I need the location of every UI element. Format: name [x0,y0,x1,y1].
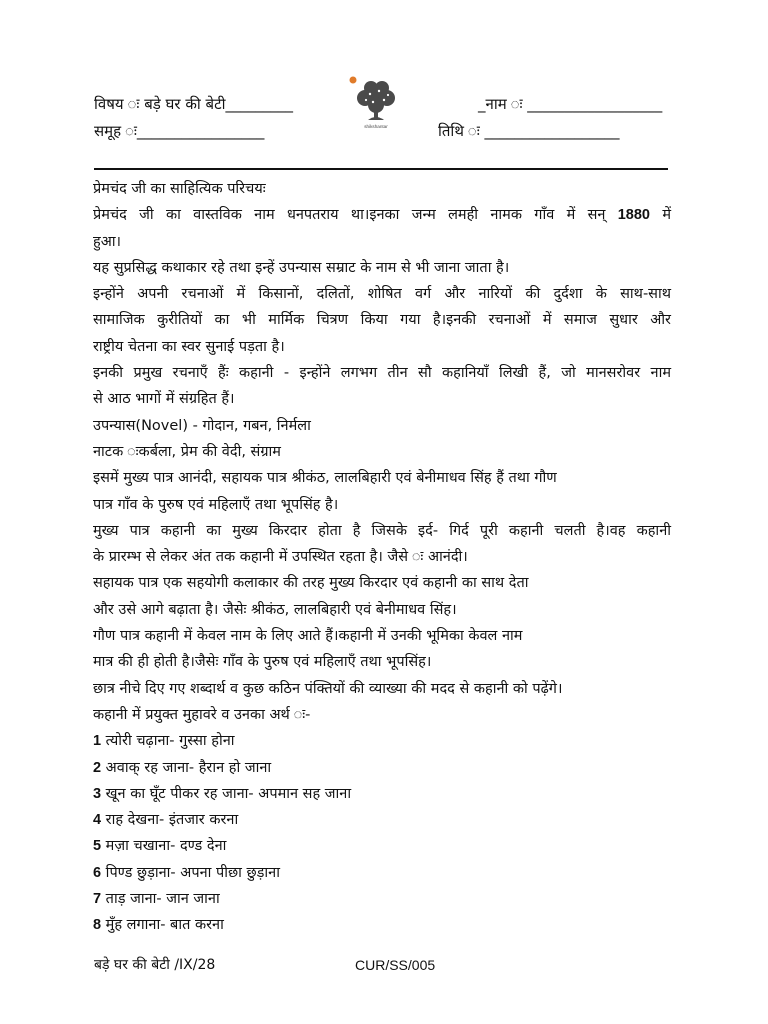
lead-character-line-1: मुख्य पात्र कहानी का मुख्य किरदार होता है जिसके इर्द- गिर्द पूरी कहानी चलती है।वह कहानी [93,522,671,539]
support-character-line-2: और उसे आगे बढ़ाता है। जैसेः श्रीकंठ, लालबिहारी एवं बेनीमाधव सिंह। [93,601,457,618]
idiom-number: 8 [93,917,102,934]
idiom-number: 7 [93,891,102,908]
group-field: समूह ः_________________ [94,122,265,140]
idiom-number: 6 [93,864,102,881]
idiom-item [93,807,671,833]
novelist-line: यह सुप्रसिद्ध कथाकार रहे तथा इन्हें उपन्यास सम्राट के नाम से भी जाना जाता है। [93,259,510,276]
idiom-item [93,833,671,859]
drama-line: नाटक ःकर्बला, प्रेम की वेदी, संग्राम [93,443,281,460]
main-works-line-2: से आठ भागों में संग्रहित हैं। [93,391,235,408]
idiom-number: 5 [93,838,102,855]
idiom-number: 2 [93,759,102,776]
idiom-item [93,728,671,754]
instruction-line: छात्र नीचे दिए गए शब्दार्थ व कुछ कठिन पंक्तियों की व्याख्या की मदद से कहानी को पढ़ेंगे। [93,680,563,697]
name-field: _नाम ः __________________ [478,95,663,113]
idiom-text: अवाक् रह जाना- हैरान हो जाना [101,759,272,776]
idiom-text: खून का घूँट पीकर रह जाना- अपमान सह जाना [101,785,352,802]
intro-line-2: हुआ। [93,233,122,250]
idiom-text: त्योरी चढ़ाना- गुस्सा होना [101,733,235,750]
logo-text: shikshantar [364,124,388,129]
works-line-1: इन्होंने अपनी रचनाओं में किसानों, दलितों, शोषित वर्ग और नारियों की दुर्दशा के साथ-साथ [93,286,671,303]
idiom-text: मज़ा चखाना- दण्ड देना [101,838,227,855]
idiom-text: मुँह लगाना- बात करना [101,917,224,934]
idiom-text: राह देखना- इंतजार करना [101,812,239,829]
lead-character-line-2: के प्रारम्भ से लेकर अंत तक कहानी में उपस्थित रहता है। जैसे ः आनंदी। [93,549,468,566]
idioms-heading: कहानी में प्रयुक्त मुहावरे व उनका अर्थ ः- [93,706,311,723]
header-rule [94,168,668,170]
main-works-line-1: इनकी प्रमुख रचनाएँ हैंः कहानी - इन्होंने लगभग तीन सौ कहानियाँ लिखी हैं, जो मानसरोवर नाम [93,365,671,382]
subject-field: विषय ः बड़े घर की बेटी_________ [94,95,294,113]
minor-character-line-1: गौण पात्र कहानी में केवल नाम के लिए आते हैं।कहानी में उनकी भूमिका केवल नाम [93,628,523,645]
idiom-item [93,860,671,886]
minor-character-line-2: मात्र की ही होती है।जैसेः गाँव के पुरुष एवं महिलाएँ तथा भूपसिंह। [93,654,432,671]
characters-line-2: पात्र गाँव के पुरुष एवं महिलाएँ तथा भूपसिंह है। [93,496,339,513]
idiom-item [93,781,671,807]
idiom-number: 3 [93,785,102,802]
novels-line: उपन्यास(Novel) - गोदान, गबन, निर्मला [93,417,311,434]
works-line-2: सामाजिक कुरीतियों का भी मार्मिक चित्रण किया गया है।इनकी रचनाओं में समाज सुधार और [93,312,671,329]
works-line-3: राष्ट्रीय चेतना का स्वर सुनाई पड़ता है। [93,338,285,355]
support-character-line-1: सहायक पात्र एक सहयोगी कलाकार की तरह मुख्य किरदार एवं कहानी का साथ देता [93,575,529,592]
date-field: तिथि ः __________________ [438,122,620,140]
idiom-text: ताड़ जाना- जान जाना [101,891,220,908]
intro-line [93,202,671,228]
idiom-item [93,886,671,912]
shikshantar-logo [346,74,406,134]
idiom-number: 4 [93,812,102,829]
section-heading: प्रेमचंद जी का साहित्यिक परिचयः [93,181,266,197]
intro-text-end: में [650,207,671,224]
idiom-number: 1 [93,733,102,750]
idiom-item [93,912,671,938]
footer-code: CUR/SS/005 [355,957,436,973]
document-body [93,176,671,939]
birth-year: 1880 [617,207,650,224]
idiom-text: पिण्ड छुड़ाना- अपना पीछा छुड़ाना [101,864,280,881]
intro-text: प्रेमचंद जी का वास्तविक नाम धनपतराय था।इनका जन्म लमही नामक गाँव में सन् [93,207,618,224]
footer-left: बड़े घर की बेटी /IX/28 [94,957,216,973]
idiom-item [93,755,671,781]
characters-line-1: इसमें मुख्य पात्र आनंदी, सहायक पात्र श्रीकंठ, लालबिहारी एवं बेनीमाधव सिंह हैं तथा गौण [93,470,557,487]
